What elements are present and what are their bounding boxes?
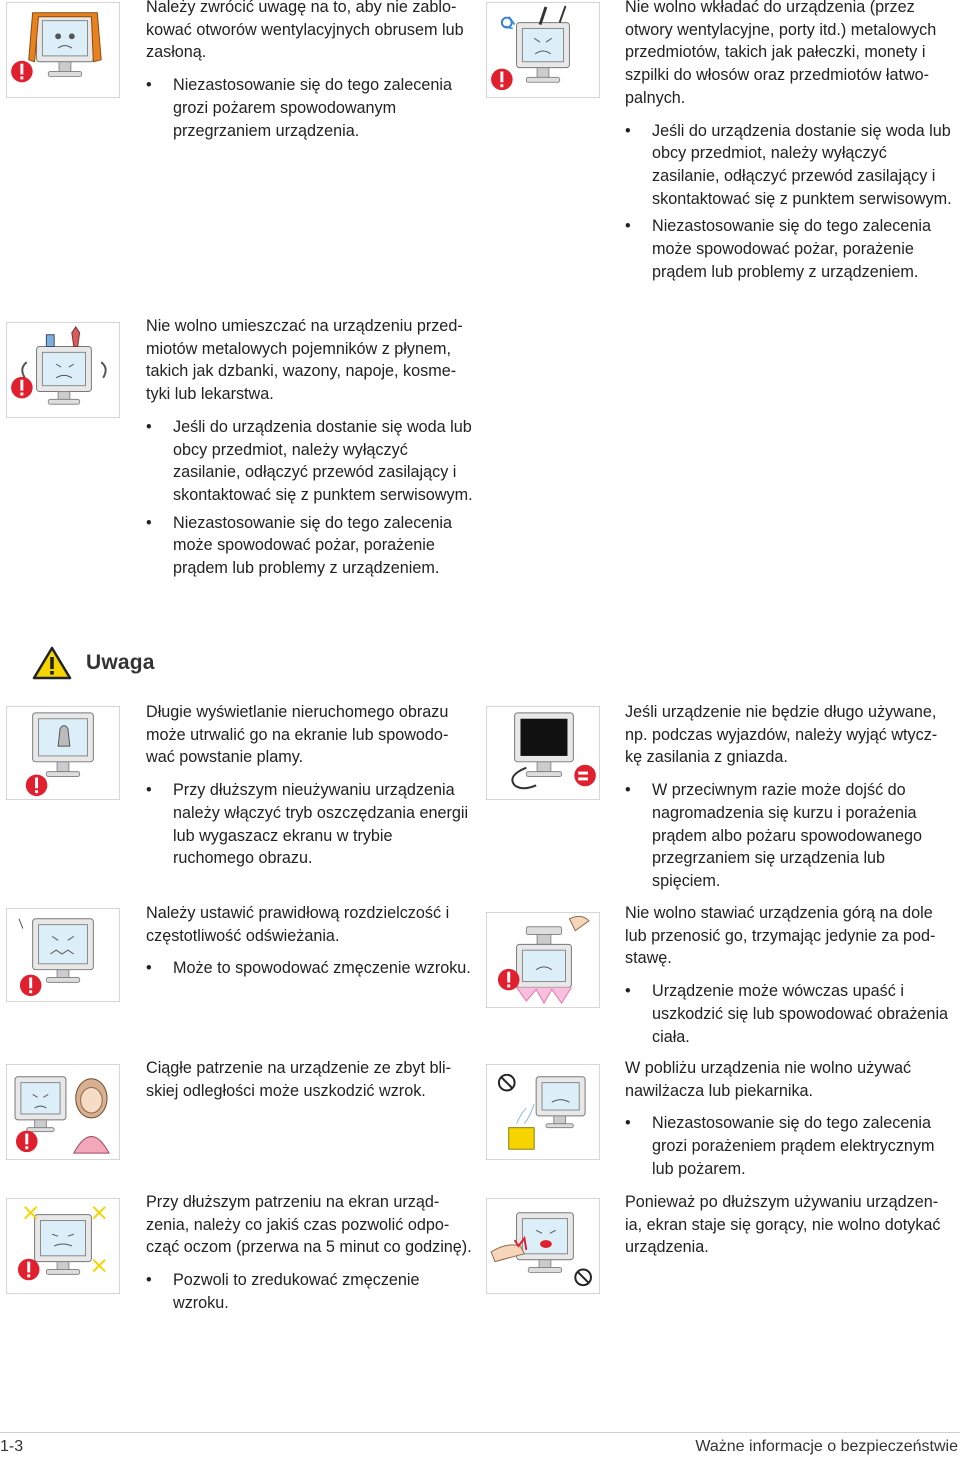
humidifier-bullets (625, 1112, 955, 1180)
illustration-upside-down (486, 912, 600, 1008)
unplug-intro: Jeśli urządzenie nie będzie długo używane, np. podczas wyjazdów, należy wyjąć wtycz- kę zasilania z gniazda. (625, 703, 938, 767)
hot-screen-intro: Ponieważ po dłuższym używaniu urządzen- ia, ekran staje się gorący, nie wolno dotykać urządzenia. (625, 1193, 941, 1257)
list-item: • Niezastosowanie się do tego zalecenia może spowodować pożar, porażenie prądem lub problemy z urządzeniem. (625, 215, 955, 283)
resolution-text (146, 902, 472, 985)
list-item: • Niezastosowanie się do tego zalecenia grozi pożarem spowodowanym przegrzaniem urządzenia. (146, 74, 472, 142)
upside-down-intro: Nie wolno stawiać urządzenia górą na dole lub przenosić go, trzymając jedynie za pod- stawę. (625, 904, 936, 968)
breaks-bullets (146, 1269, 472, 1314)
illustration-resolution (6, 908, 120, 1002)
distance-text (146, 1057, 472, 1112)
static-image-bullets (146, 779, 472, 870)
hot-screen-text (625, 1191, 955, 1269)
unplug-bullets (625, 779, 955, 893)
footer-divider (0, 1432, 960, 1433)
vent-block-text (146, 0, 472, 147)
upside-down-bullets (625, 980, 955, 1048)
no-liquids-intro: Nie wolno umieszczać na urządzeniu przed- miotów metalowych pojemników z płynem, takich jak dzbanki, wazony, napoje, kosme- tyki lub lekarstwa. (146, 317, 463, 404)
breaks-text (146, 1191, 472, 1320)
warning-triangle-icon (32, 646, 72, 680)
list-item: • Niezastosowanie się do tego zalecenia grozi porażeniem prądem elektrycznym lub pożarem. (625, 1112, 955, 1180)
illustration-static-image (6, 706, 120, 800)
static-image-text (146, 701, 472, 875)
list-item: • Jeśli do urządzenia dostanie się woda lub obcy przedmiot, należy wyłączyć zasilanie, odłączyć przewód zasilający i skontaktować się z punktem serwisowym. (625, 120, 955, 211)
static-image-intro: Długie wyświetlanie nieruchomego obrazu może utrwalić go na ekranie lub spowodo- wać powstanie plamy. (146, 703, 449, 767)
list-item: • Pozwoli to zredukować zmęczenie wzroku. (146, 1269, 472, 1314)
illustration-viewing-distance (6, 1064, 120, 1160)
caution-heading-label: Uwaga (86, 651, 155, 674)
vent-block-intro: Należy zwrócić uwagę na to, aby nie zablo- kować otworów wentylacyjnych obrusem lub zasłoną. (146, 0, 464, 62)
illustration-no-liquid-containers (6, 322, 120, 418)
no-liquids-bullets (146, 416, 476, 580)
list-item: • Może to spowodować zmęczenie wzroku. (146, 957, 472, 980)
illustration-no-metal-objects (486, 2, 600, 98)
vent-block-bullets (146, 74, 472, 142)
humidifier-text (625, 1057, 955, 1186)
footer-section-title: Ważne informacje o bezpieczeństwie (695, 1438, 958, 1455)
list-item: • W przeciwnym razie może dojść do nagromadzenia się kurzu i porażenia prądem albo pożaru spowodowanego przegrzaniem się urządzenia lub spięciem. (625, 779, 955, 893)
distance-intro: Ciągłe patrzenie na urządzenie ze zbyt bli- skiej odległości może uszkodzić wzrok. (146, 1059, 452, 1100)
page-number: 1-3 (0, 1438, 24, 1455)
illustration-no-humidifier (486, 1064, 600, 1160)
insert-metal-bullets (625, 120, 955, 284)
list-item: • Urządzenie może wówczas upaść i uszkodzić się lub spowodować obrażenia ciała. (625, 980, 955, 1048)
unplug-text (625, 701, 955, 898)
illustration-blocked-vents (6, 2, 120, 98)
resolution-bullets (146, 957, 472, 980)
insert-metal-text (625, 0, 955, 288)
list-item: • Jeśli do urządzenia dostanie się woda lub obcy przedmiot, należy wyłączyć zasilanie, odłączyć przewód zasilający i skontaktować się z punktem serwisowym. (146, 416, 476, 507)
caution-heading (32, 645, 155, 681)
humidifier-intro: W pobliżu urządzenia nie wolno używać nawilżacza lub piekarnika. (625, 1059, 912, 1100)
resolution-intro: Należy ustawić prawidłową rozdzielczość i częstotliwość odświeżania. (146, 904, 450, 945)
upside-down-text (625, 902, 955, 1053)
breaks-intro: Przy dłuższym patrzeniu na ekran urząd- zenia, należy co jakiś czas pozwolić odpo- cząć oczom (przerwa na 5 minut co godzinę). (146, 1193, 472, 1257)
illustration-unplug (486, 706, 600, 800)
illustration-take-breaks (6, 1198, 120, 1294)
no-liquids-text (146, 315, 476, 585)
list-item: • Niezastosowanie się do tego zalecenia może spowodować pożar, porażenie prądem lub problemy z urządzeniem. (146, 512, 476, 580)
list-item: • Przy dłuższym nieużywaniu urządzenia należy włączyć tryb oszczędzania energii lub wygaszacz ekranu w trybie ruchomego obrazu. (146, 779, 472, 870)
insert-metal-intro: Nie wolno wkładać do urządzenia (przez otwory wentylacyjne, porty itd.) metalowych przedmiotów, takich jak pałeczki, monety i szpilki do włosów oraz przedmiotów łatwo- palnych. (625, 0, 937, 107)
illustration-hot-screen (486, 1198, 600, 1294)
